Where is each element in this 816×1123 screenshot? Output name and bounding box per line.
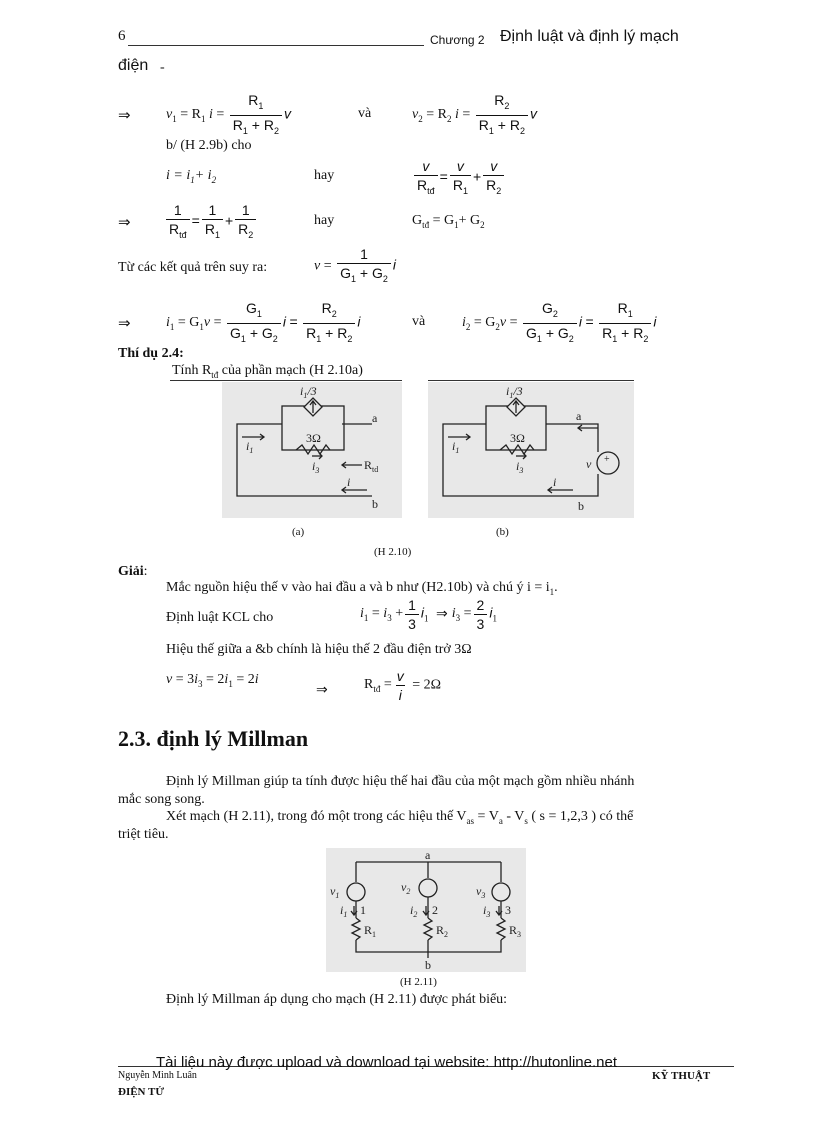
eq-v2: $v_2 = R_2$ i = $\frac{R_2}{R_1 + R_2}$ v <box>412 92 537 139</box>
section-para3: Định lý Millman áp dụng cho mạch (H 2.11) được phát biểu: <box>166 992 508 1007</box>
page-number: 6 <box>118 28 126 44</box>
eq-gtd: $G_{tđ} = G_1+ G_2$ <box>412 213 485 230</box>
example-title: Thí dụ 2.4: <box>118 346 184 361</box>
footer-dept-right: KỸ THUẬT <box>652 1070 711 1082</box>
cond-b: b/ (H 2.9b) cho <box>166 138 252 153</box>
dep-source-label-b: $i_1/3$ <box>506 384 523 400</box>
header-rule <box>128 45 424 46</box>
i3-label: $i_3$ <box>312 459 320 475</box>
node-2: 2 <box>432 903 438 917</box>
kcl-equation-full: $i_1 = i_3$ + $\frac{1}{3}$ $i_1$ ⇒ $i_3$ = $\frac{2}{3}$ $i_1$ <box>360 597 497 632</box>
final-rtd: $R_{tđ}$ = $\frac{v}{i}$ = 2Ω <box>364 668 442 703</box>
caption-2-11: (H 2.11) <box>400 976 437 988</box>
node-1: 1 <box>360 903 366 917</box>
example-task: Tính $R_{tđ}$ của phần mạch (H 2.10a) <box>172 363 363 380</box>
upload-note: Tài liệu này được upload và download tại website: http://hutonline.net <box>156 1054 618 1071</box>
resistor-label: 3Ω <box>306 431 321 445</box>
implies-1: ⇒ <box>118 108 131 124</box>
header-dash: - <box>160 60 165 75</box>
chapter-title: Định luật và định lý mạch <box>500 28 679 45</box>
section-para1: Định lý Millman giúp ta tính được hiệu thế hai đầu của một mạch gồm nhiều nhánh <box>166 774 635 789</box>
eq-i2: $i_2 = G_2v$ = $\frac{G_2}{G_1 + G_2}$ i = $\frac{R_1}{R_1 + R_2}$ i <box>462 300 657 347</box>
node-3: 3 <box>505 903 511 917</box>
figure-2-10a <box>222 382 402 518</box>
eq-v-rtd: $\frac{v}{R_{tđ}}$ = $\frac{v}{R_1}$ + $\frac{v}{R_2}$ <box>412 158 506 199</box>
v3-label: $v_3$ <box>476 884 486 900</box>
i-label: i <box>347 475 351 489</box>
frac-r2-over-sum: $\frac{R_2}{R_1 + R_2}$ <box>476 92 528 139</box>
i1-branch: $i_1$ <box>340 903 348 919</box>
eq-i1: $i_1 = G_1v$ = $\frac{G_1}{G_1 + G_2}$ i = $\frac{R_2}{R_1 + R_2}$ i <box>166 300 361 347</box>
and-1: và <box>358 106 372 121</box>
caption-2-10: (H 2.10) <box>374 546 412 558</box>
node-b-label-b: b <box>578 499 584 513</box>
i3-branch: $i_3$ <box>483 903 491 919</box>
voltage-line: Hiệu thế giữa a &b chính là hiệu thế 2 đầu điện trở 3Ω <box>166 642 472 657</box>
figure-2-10b <box>428 382 634 518</box>
final-equation: $v = 3i_3 = 2i_1 = 2i$ <box>166 672 259 689</box>
caption-b: (b) <box>496 526 509 538</box>
section-title: 2.3. định lý Millman <box>118 726 309 751</box>
section-para1-cont: mắc song song. <box>118 792 205 807</box>
frac-r1-over-sum: $\frac{R_1}{R_1 + R_2}$ <box>230 92 282 139</box>
rtd-label: $R_{td}$ <box>364 458 379 474</box>
node-a-label: a <box>372 411 378 425</box>
sum-currents: $i = i_1+ i_2$ <box>166 168 217 185</box>
eq-v1: $v_1 = R_1$ i = $\frac{R_1}{R_1 + R_2}$ v <box>166 92 291 139</box>
i-label-b: i <box>553 475 557 489</box>
fig-b-topline <box>428 380 634 381</box>
chapter-title-cont: điện <box>118 57 149 74</box>
footer-author: Nguyễn Minh Luân <box>118 1070 197 1081</box>
eq-v-g: v = $\frac{1}{G_1 + G_2}$ i <box>314 246 396 287</box>
solution-label: Giải: <box>118 564 148 579</box>
resistor-label-b: 3Ω <box>510 431 525 445</box>
kcl-label: Định luật KCL cho <box>166 610 274 625</box>
node-a: a <box>425 848 431 862</box>
implies-3: ⇒ <box>118 316 131 332</box>
hay-2: hay <box>314 213 335 228</box>
task-underline <box>170 380 402 381</box>
r3-label: $R_3$ <box>509 923 522 939</box>
i2-branch: $i_2$ <box>410 903 418 919</box>
r2-label: $R_2$ <box>436 923 449 939</box>
result-text: Từ các kết quả trên suy ra: <box>118 260 268 275</box>
node-a-label-b: a <box>576 409 582 423</box>
v-source-label: v <box>586 457 592 471</box>
r1-label: $R_1$ <box>364 923 377 939</box>
final-arrow: ⇒ <box>316 683 328 698</box>
node-b-label: b <box>372 497 378 511</box>
implies-2: ⇒ <box>118 215 131 231</box>
footer-dept-left: ĐIỆN TỬ <box>118 1086 165 1098</box>
i1-label-b: $i_1$ <box>452 439 460 455</box>
i3-label-b: $i_3$ <box>516 459 524 475</box>
v-source-plus: + <box>604 454 610 465</box>
v1-label: $v_1$ <box>330 884 340 900</box>
caption-a: (a) <box>292 526 305 538</box>
eq-1-rtd: $\frac{1}{R_{tđ}}$ = $\frac{1}{R_1}$ + $\frac{1}{R_2}$ <box>164 202 258 243</box>
hay-1: hay <box>314 168 335 183</box>
section-para2-cont: triệt tiêu. <box>118 827 169 842</box>
i1-label: $i_1$ <box>246 439 254 455</box>
section-para2: Xét mạch (H 2.11), trong đó một trong các hiệu thế $V_{as} = V_a - V_s$ ( s = 1,2,3 ) có thể <box>166 809 634 826</box>
dep-source-label: $i_1/3$ <box>300 384 317 400</box>
node-b: b <box>425 958 431 972</box>
figure-2-11 <box>326 848 526 972</box>
v2-label: $v_2$ <box>401 880 411 896</box>
chapter-label: Chương 2 <box>430 33 485 47</box>
and-2: và <box>412 314 426 329</box>
solution-line1: Mắc nguồn hiệu thế v vào hai đầu a và b như (H2.10b) và chú ý $i = i_1$. <box>166 580 558 597</box>
